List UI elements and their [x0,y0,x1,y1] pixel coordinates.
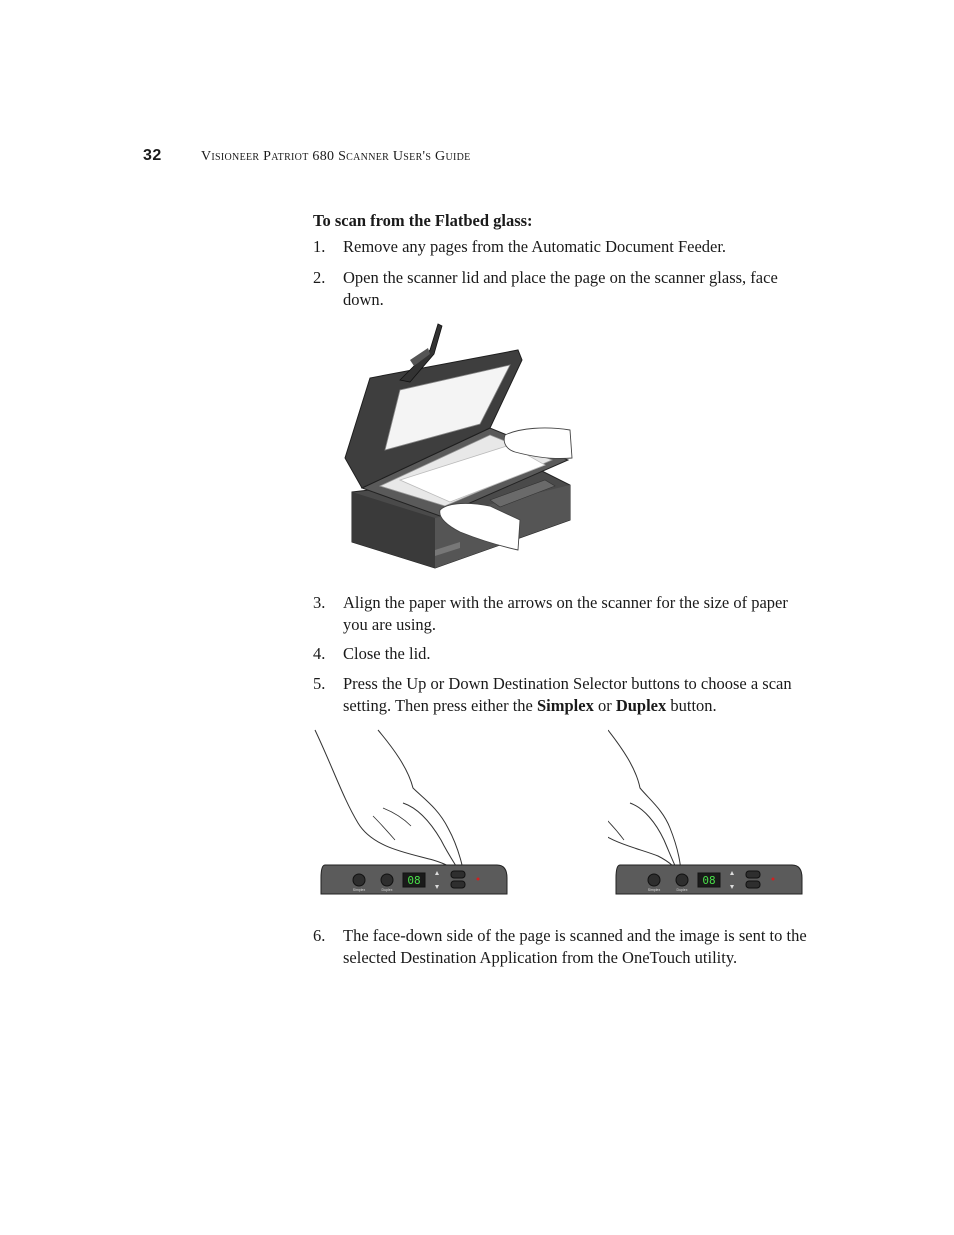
step-number: 1. [313,237,326,256]
simplex-term: Simplex [536,695,594,715]
step-text: Close the lid. [343,644,431,663]
panel-label-simplex: Simplex [647,888,661,892]
step-number: 2. [313,268,326,287]
step-text: Press the Up or Down Destination Selector buttons to choose a scan setting. Then press either the Simplex or Duplex button. [343,674,792,715]
section-title: To scan from the Flatbed glass: [313,211,533,230]
panel-label-duplex: Duplex [676,888,688,892]
duplex-term: Duplex [615,695,667,715]
step-text: Align the paper with the arrows on the scanner for the size of paper you are using. [343,593,788,634]
led-display: 08 [702,874,716,887]
control-panel-press-duplex-figure [608,728,808,898]
step-text: The face-down side of the page is scanned and the image is sent to the selected Destination Application from the OneTouch utility. [343,926,807,967]
step-text: Open the scanner lid and place the page on the scanner glass, face down. [343,268,778,309]
step-number: 4. [313,644,326,663]
scanner-open-lid-figure [340,320,580,570]
panel-label-duplex: Duplex [381,888,393,892]
control-panel-press-selector-figure [313,728,513,898]
page-number: 32 [143,147,162,164]
step-number: 3. [313,593,326,612]
led-display: 08 [407,874,421,887]
running-head: Visioneer Patriot 680 Scanner User's Guide [201,149,471,164]
step-number: 6. [313,926,326,945]
step-number: 5. [313,674,326,693]
step-text: Remove any pages from the Automatic Document Feeder. [343,237,727,256]
panel-label-simplex: Simplex [352,888,366,892]
